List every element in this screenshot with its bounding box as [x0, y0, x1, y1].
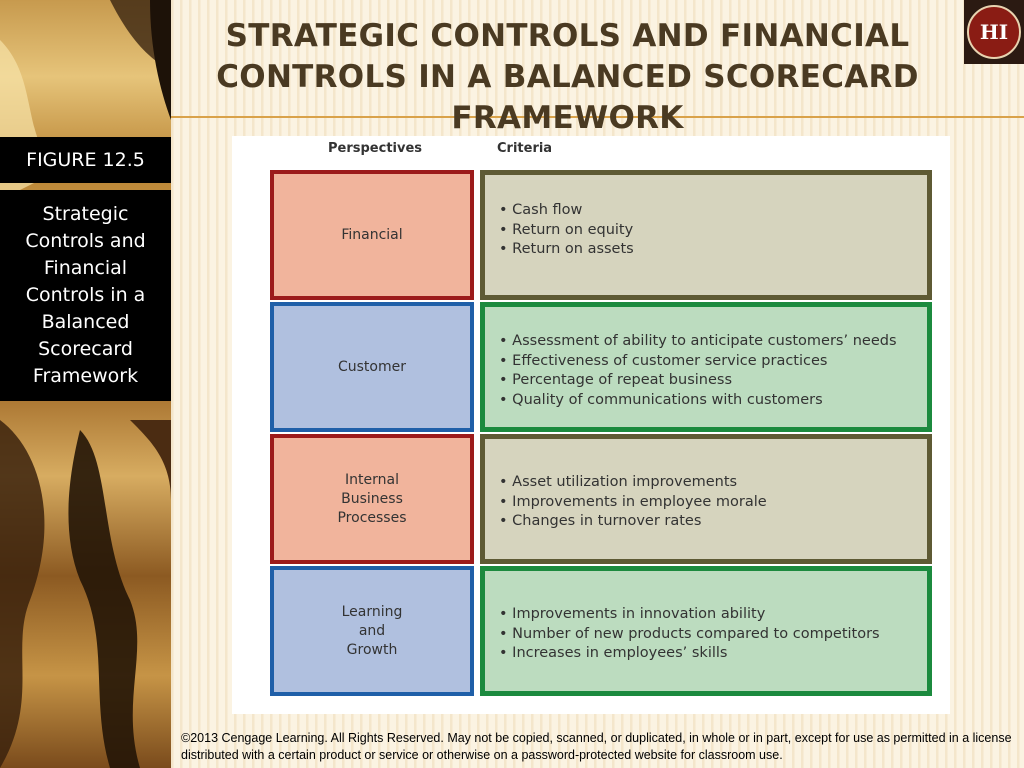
figure-number-label: FIGURE 12.5 [0, 137, 171, 183]
criteria-item: • Return on equity [499, 221, 927, 241]
criteria-item: • Changes in turnover rates [499, 512, 927, 532]
perspective-cell: Financial [270, 170, 474, 300]
criteria-item: • Improvements in innovation ability [499, 605, 927, 625]
criteria-cell [480, 566, 932, 696]
slide-title: STRATEGIC CONTROLS AND FINANCIAL CONTROLS IN A BALANCED SCORECARD FRAMEWORK [216, 18, 919, 136]
column-header-criteria: Criteria [497, 141, 553, 156]
scorecard-row-learning-and-growth [270, 566, 932, 696]
criteria-item: • Effectiveness of customer service practices [499, 352, 927, 372]
criteria-item: • Cash flow [499, 201, 927, 221]
criteria-cell [480, 170, 932, 300]
criteria-item: • Improvements in employee morale [499, 493, 927, 513]
perspective-cell: Customer [270, 302, 474, 432]
perspective-cell: Internal Business Processes [270, 434, 474, 564]
criteria-item: • Percentage of repeat business [499, 371, 927, 391]
copyright-footer: ©2013 Cengage Learning. All Rights Reserved. May not be copied, scanned, or duplicated, in whole or in part, except for use as permitted in a license distributed with a certain product or service or otherwise on a password-protected website for classroom use. [181, 731, 1012, 762]
criteria-cell [480, 302, 932, 432]
balanced-scorecard-figure [232, 136, 950, 714]
perspective-cell: Learning and Growth [270, 566, 474, 696]
scorecard-row-customer [270, 302, 932, 432]
criteria-item: • Asset utilization improvements [499, 473, 927, 493]
hitt-ireland-hoskisson-logo-icon: HI [967, 5, 1021, 59]
criteria-item: • Number of new products compared to competitors [499, 625, 927, 645]
figure-caption: Strategic Controls and Financial Controls in a Balanced Scorecard Framework [0, 190, 171, 401]
publisher-logo [964, 0, 1024, 64]
column-header-perspectives: Perspectives [328, 141, 423, 156]
criteria-item: • Return on assets [499, 240, 927, 260]
scorecard-row-internal-business-processes [270, 434, 932, 564]
criteria-cell [480, 434, 932, 564]
criteria-item: • Quality of communications with customers [499, 391, 927, 411]
scorecard-row-financial [270, 170, 932, 300]
criteria-item: • Assessment of ability to anticipate customers’ needs [499, 332, 927, 352]
criteria-item: • Increases in employees’ skills [499, 644, 927, 664]
